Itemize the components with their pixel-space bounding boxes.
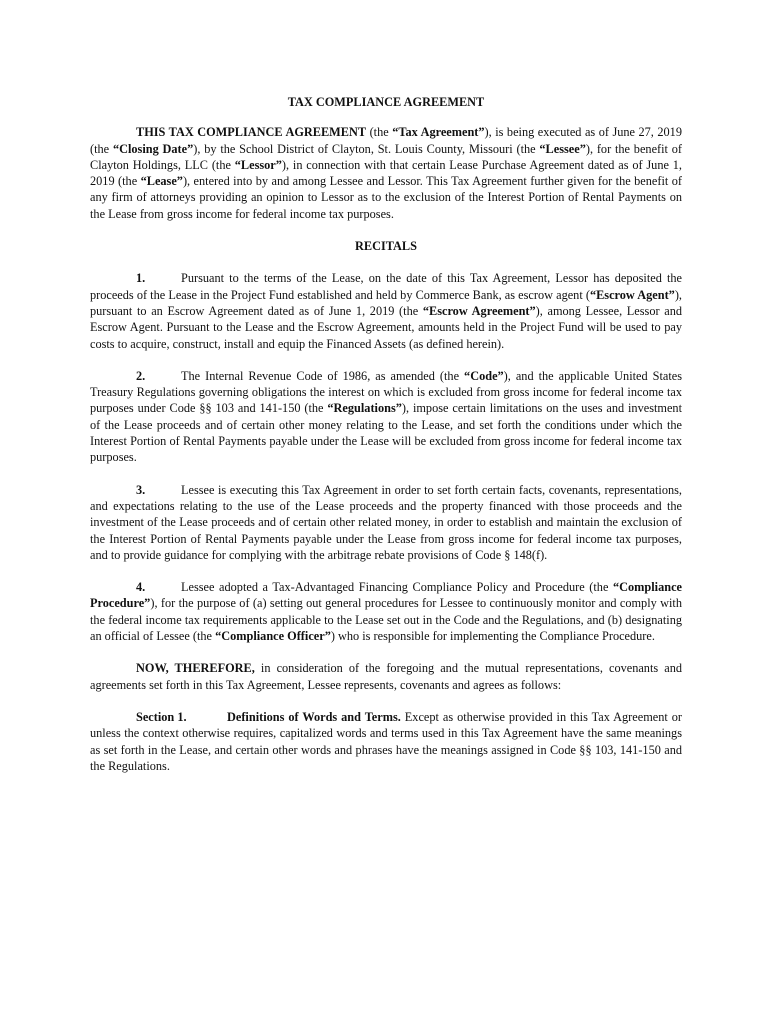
recital-text: ), pursuant to an Escrow Agreement dated as of June 1, 2019 (the [90,287,682,318]
defined-term: “Code” [464,368,504,383]
recital-text: Lessee is executing this Tax Agreement in order to set forth certain facts, covenants, representations, and expectations relating to the use of the Lease proceeds and the property financed with those proceeds and the investment of the Lease proceeds and of certain other related money, in order to establish and maintain the exclusion of the Interest Portion of Rental Payments payable under the Lease from gross income for federal income tax purposes, and to provide guidance for complying with the arbitrage rebate provisions of Code § 148(f). [90,482,682,562]
defined-term: “Escrow Agreement” [422,303,536,318]
recital-2 [90,368,682,466]
section-heading: Definitions of Words and Terms. [227,709,401,724]
defined-term: “Tax Agreement” [392,125,485,140]
recital-text: Lessee adopted a Tax-Advantaged Financing Compliance Policy and Procedure (the [181,580,613,595]
intro-text: ), in connection with that certain Lease Purchase Agreement dated as of June 1, 2019 (the [90,157,682,189]
recital-number: 3. [136,482,146,497]
section-text: Except as otherwise provided in this Tax Agreement or unless the context otherwise requires, capitalized words and terms used in this Tax Agreement have the same meanings as set forth in the Lease, and certain other words and phrases have the meanings assigned in Code §§ 103, 141-150 and the Regulations. [90,709,682,773]
recital-4 [90,579,682,644]
recital-text: ) who is responsible for implementing the Compliance Procedure. [330,629,655,644]
intro-text: ), entered into by and among Lessee and Lessor. This Tax Agreement further given for the benefit of any firm of attorneys providing an opinion to Lessor as to the exclusion of the Interest Portion of Rental Payments on the Lease from gross income for federal income tax purposes. [90,174,682,221]
defined-term: “Escrow Agent” [589,287,675,302]
recital-text: The Internal Revenue Code of 1986, as amended (the [181,368,465,383]
intro-lead: THIS TAX COMPLIANCE AGREEMENT [136,125,367,140]
recital-number: 4. [136,580,146,595]
intro-text: (the [366,125,393,140]
recitals-heading: RECITALS [355,239,417,254]
document-title: TAX COMPLIANCE AGREEMENT [287,95,485,109]
defined-term: “Closing Date” [112,141,194,156]
recital-text: ), for the purpose of (a) setting out general procedures for Lessee to continuously monitor and comply with the federal income tax requirements applicable to the Lease set out in the Code and the Regulations, and (b) designating an official of Lessee (the [90,596,682,644]
recital-text: ), among Lessee, Lessor and Escrow Agent. Pursuant to the Lease and the Escrow Agreement, amounts held in the Project Fund will be used to pay costs to acquire, construct, install and equip the Financed Assets (as defined herein). [90,303,682,351]
defined-term: “Regulations” [327,401,402,416]
therefore-paragraph [90,660,682,693]
therefore-lead: NOW, THEREFORE, [136,661,255,676]
intro-text: ), is being executed as of June 27, 2019 (the [90,125,682,156]
recital-text: ), impose certain limitations on the uses and investment of the Lease proceeds and of certain other money relating to the Lease, and set forth the conditions under which the Interest Portion of Rental Payments payable under the Lease will be excluded from gross income for federal income tax purposes. [90,401,682,465]
recital-number: 2. [136,368,146,383]
defined-term: “Compliance Officer” [215,629,331,644]
document-body [90,94,682,790]
defined-term: “Lease” [140,174,183,189]
recital-3 [90,482,682,563]
defined-term: “Lessee” [539,141,586,156]
therefore-text: in consideration of the foregoing and the mutual representations, covenants and agreements set forth in this Tax Agreement, Lessee represents, covenants and agrees as follows: [90,661,682,692]
recital-1 [90,270,682,351]
recital-text: ), and the applicable United States Treasury Regulations governing obligations the interest on which is excluded from gross income for federal income tax purposes under Code §§ 103 and 141-150 (the [90,368,683,416]
recital-number: 1. [136,271,146,286]
defined-term: “Compliance Procedure” [90,580,682,611]
intro-paragraph [90,124,682,222]
section-label: Section 1. [136,709,187,724]
intro-text: ), by the School District of Clayton, St. Louis County, Missouri (the [193,141,540,156]
section-1 [90,709,682,774]
recital-text: Pursuant to the terms of the Lease, on the date of this Tax Agreement, Lessor has deposited the proceeds of the Lease in the Project Fund established and held by Commerce Bank, as escrow agent ( [90,271,682,302]
intro-text: ), for the benefit of Clayton Holdings, LLC (the [90,141,682,172]
defined-term: “Lessor” [234,157,282,172]
